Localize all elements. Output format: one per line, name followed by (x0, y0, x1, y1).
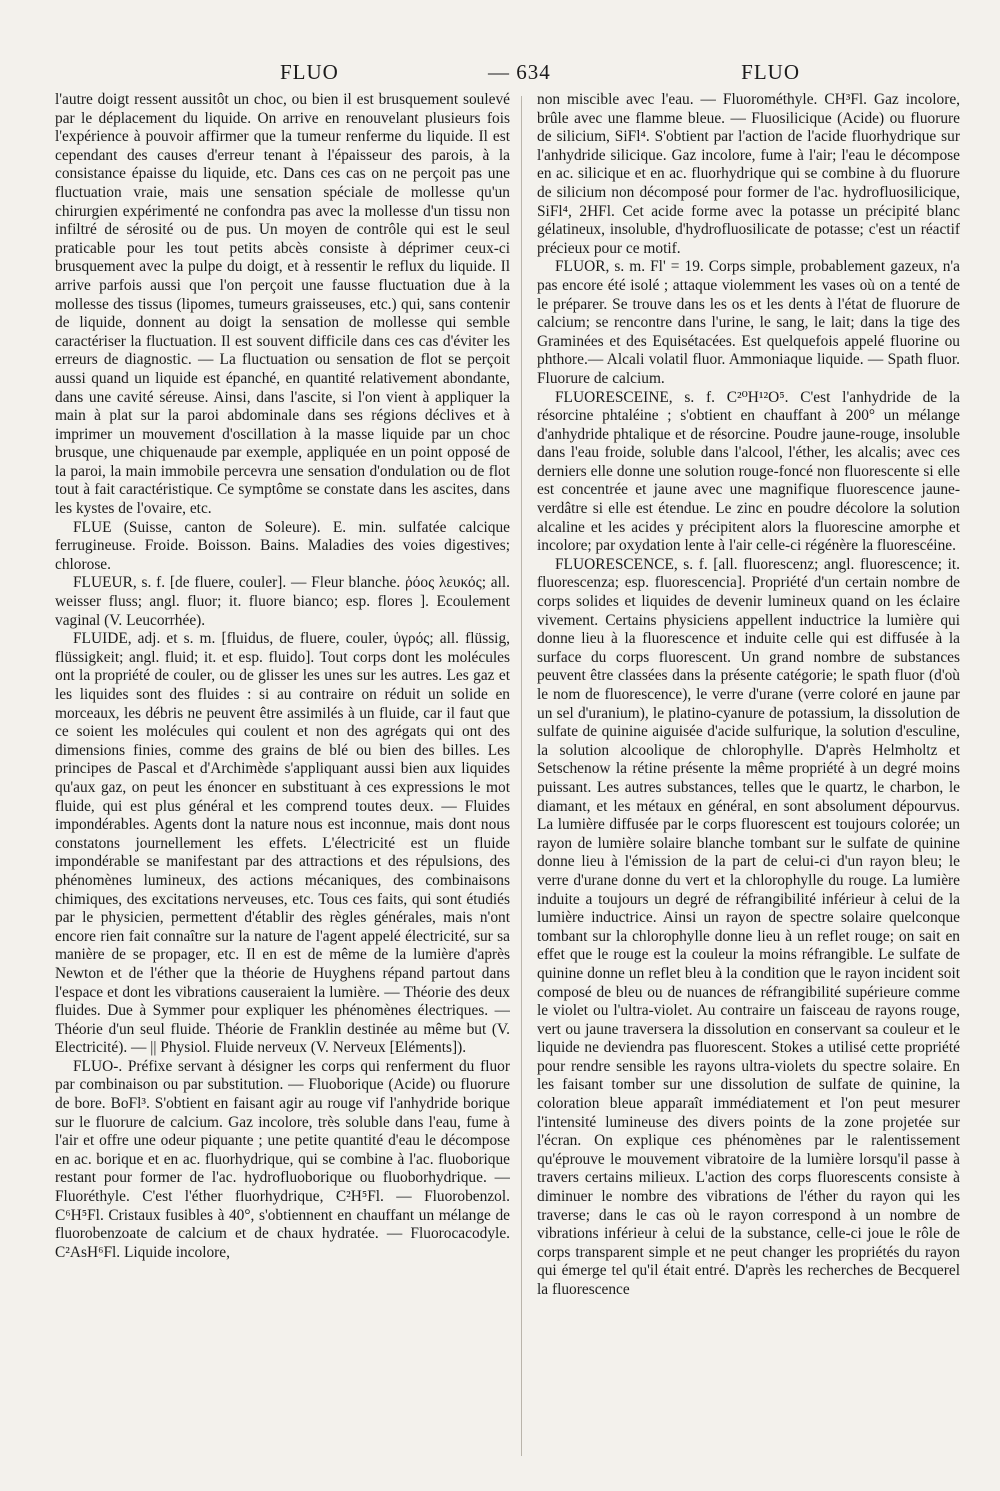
entry-flue: FLUE (Suisse, canton de Soleure). E. min. sulfatée calcique ferrugineuse. Froide. Boisson. Bains. Maladies des voies digestives; chlorose. (55, 518, 510, 573)
entry-fluor: FLUOR, s. m. Fl' = 19. Corps simple, probablement gazeux, n'a pas encore été isolé ; attaque violemment les vases où on a tenté de le préparer. Se trouve dans les os et les dents à l'état de fluorure de calcium; se rencontre dans l'urine, le sang, le lait; dans la tige des Graminées et des Equisétacées. Est quelquefois appelé fluorine ou phthore.— Alcali volatil fluor. Ammoniaque liquide. — Spath fluor. Fluorure de calcium. (537, 258, 960, 387)
entry-fluctuation-continued: l'autre doigt ressent aussitôt un choc, ou bien il est brusquement soulevé par le déplacement du liquide. On arrive en renouvelant plusieurs fois l'expérience à pouvoir affirmer que la tumeur renferme du liquide. Il est cependant des causes d'erreur tenant à l'épaisseur des parois, à la consistance épaisse du liquide, etc. Dans ces cas on ne perçoit pas une fluctuation vraie, mais une sensation spéciale de mollesse qu'un chirurgien expérimenté ne confondra pas avec la mollesse d'un tissu non infiltré de sérosité ou de pus. Un moyen de contrôle qui est le seul praticable pour les tout petits abcès consiste à déprimer ceux-ci brusquement avec la pulpe du doigt, et à ressentir le reflux du liquide. Il arrive parfois aussi que l'on perçoit une fausse fluctuation due à la mollesse des tissus (lipomes, tumeurs graisseuses, etc.) qui, sans contenir de liquide, donnent au doigt la sensation de mollesse qui semble caractériser la fluctuation. Il est souvent difficile dans ces cas d'éviter les erreurs de diagnostic. — La fluctuation ou sensation de flot se perçoit aussi quand un liquide est épanché, en quantité relativement abondante, dans une cavité séreuse. Ainsi, dans l'ascite, si l'on vient à appliquer la main à plat sur la paroi abdominale dans ses régions déclives et à imprimer un mouvement d'oscillation à la masse liquide par un choc brusque, une chiquenaude par exemple, appliquée en un point opposé de la paroi, la main immobile percevra une sensation d'ondulation ou de flot tout à fait caractéristique. Ce symptôme se constate dans les ascites, dans les kystes de l'ovaire, etc. (55, 91, 510, 518)
left-column (55, 91, 510, 1461)
entry-fluorescence: FLUORESCENCE, s. f. [all. fluorescenz; angl. fluorescence; it. fluorescenza; esp. fluorescencia]. Propriété d'un certain nombre de corps solides et liquides de devenir lumineux quand on les éclaire vivement. Certains physiciens appellent inductrice la lumière qui donne lieu à la fluorescence et induite celle qui est diffusée à la surface du corps fluorescent. Un grand nombre de substances peuvent être classées dans la présente catégorie; le spath fluor (d'où le nom de fluorescence), le verre d'urane (verre coloré en jaune par un sel d'uranium), le platino-cyanure de potassium, la dissolution de sulfate de quinine aiguisée d'acide sulfurique, la solution d'esculine, la solution alcoolique de chlorophylle. D'après Helmholtz et Setschenow la rétine présente la même propriété à un degré moins puissant. Les autres substances, telles que le quartz, le charbon, le diamant, et les métaux en général, en sont absolument dépourvus. La lumière diffusée par le corps fluorescent est toujours colorée; un rayon de lumière solaire blanche tombant sur le sulfate de quinine donne lieu à l'émission de la part de celui-ci d'un rayon bleu; le verre d'urane donne du vert et la chlorophylle du rouge. La lumière induite a toujours un degré de réfrangibilité inférieur à celui de la lumière inductrice. Ainsi un rayon de spectre solaire quelconque tombant sur la chlorophylle donne lieu à un reflet rouge; on sait en effet que le rouge est la couleur la moins réfrangible. Le sulfate de quinine donne un reflet bleu à la condition que le rayon incident soit composé de bleu ou de nuances de réfrangibilité supérieure comme le violet ou l'ultra-violet. Au contraire un faisceau de rayons rouge, vert ou jaune traversera la dissolution en conservant sa couleur et le liquide ne deviendra pas fluorescent. Stokes a utilisé cette propriété pour rendre sensible les rayons ultra-violets du spectre solaire. En les faisant tomber sur une dissolution de sulfate de quinine, la coloration bleue apparaît immédiatement et l'on peut mesurer l'intensité lumineuse des divers points de la zone projetée sur l'écran. On explique ces phénomènes par le ralentissement qu'éprouve le mouvement vibratoire de la lumière lorsqu'il passe à travers certains milieux. L'action des corps fluorescents consiste à diminuer le nombre des vibrations de l'éther du rayon qui les traverse; dans le cas où le rayon correspond à un nombre de vibrations inférieur à celui de la substance, celle-ci joue le rôle de corps transparent simple et ne peut changer les propriétés du rayon qui émerge tel qu'il était entré. D'après les recherches de Becquerel la fluorescence (537, 555, 960, 1298)
entry-fluo: FLUO-. Préfixe servant à désigner les corps qui renferment du fluor par combinaison ou par substitution. — Fluoborique (Acide) ou fluorure de bore. BoFl³. S'obtient en faisant agir au rouge vif l'anhydride borique sur le fluorure de calcium. Gaz incolore, très soluble dans l'eau, fume à l'air et offre une odeur piquante ; une petite quantité d'eau le décompose en ac. borique et en ac. fluorhydrique, qui se combine à l'ac. fluoborique restant pour former de l'ac. hydrofluoborique ou fluoborhydrique. — Fluoréthyle. C'est l'éther fluorhydrique, C²H⁵Fl. — Fluorobenzol. C⁶H⁵Fl. Cristaux fusibles à 40°, s'obtiennent en chauffant un mélange de fluorobenzoate de calcium et de chaux hydratée. — Fluorocacodyle. C²AsH⁶Fl. Liquide incolore, (55, 1057, 510, 1261)
running-header (280, 60, 800, 88)
column-divider (521, 96, 522, 1456)
entry-fluoresceine: FLUORESCEINE, s. f. C²⁰H¹²O⁵. C'est l'anhydride de la résorcine phtaléine ; s'obtient en chauffant à 200° un mélange d'anhydride phtalique et de résorcine. Poudre jaune-rouge, insoluble dans l'eau froide, soluble dans l'alcool, l'éther, les alcalis; avec ces derniers elle donne une solution rouge-foncé non fluorescente si elle est concentrée et jaune avec une magnifique fluorescence jaune-verdâtre si elle est étendue. Le zinc en poudre décolore la solution alcaline et les acides y précipitent alors la fluorescine amorphe et incolore; par oxydation lente à l'air celle-ci régénère la fluorescéine. (537, 388, 960, 555)
header-right-word: FLUO (741, 60, 800, 84)
header-left-word: FLUO (280, 60, 339, 84)
page-number: — 634 (488, 60, 551, 84)
entry-fluide: FLUIDE, adj. et s. m. [fluidus, de fluere, couler, ὑγρός; all. flüssig, flüssigkeit; angl. fluid; it. et esp. fluido]. Tout corps dont les molécules ont la propriété de couler, ou de glisser les unes sur les autres. Les gaz et les liquides sont des fluides : si au contraire on réduit un solide en morceaux, les débris ne peuvent être assimilés à un fluide, car il faut que ce soient les molécules qui coulent et non des agrégats qui ont des dimensions finies, comme des grains de blé ou bien des billes. Les principes de Pascal et d'Archimède s'appliquant aussi bien aux liquides qu'aux gaz, on peut les énoncer en substituant à ces expressions le mot fluide, qui est plus général et les comprend toutes deux. — Fluides impondérables. Agents dont la nature nous est inconnue, mais dont nous constatons journellement les effets. L'électricité est un fluide impondérable se manifestant par des attractions et des répulsions, des phénomènes lumineux, des actions mécaniques, des combinaisons chimiques, des excitations nerveuses, etc. Tous ces faits, qui sont étudiés par le physicien, permettent d'établir des règles générales, mais n'ont encore rien fait connaître sur la nature de l'agent appelé électricité, sur sa manière de se propager, etc. Il en est de même de la lumière d'après Newton et de l'éther que la théorie de Huyghens répand partout dans l'espace et dont les vibrations causeraient la lumière. — Théorie des deux fluides. Due à Symmer pour expliquer les phénomènes électriques. — Théorie d'un seul fluide. Théorie de Franklin destinée au même but (V. Electricité). — || Physiol. Fluide nerveux (V. Nerveux [Eléments]). (55, 630, 510, 1057)
entry-fluo-continued: non miscible avec l'eau. — Fluorométhyle. CH³Fl. Gaz incolore, brûle avec une flamme bleue. — Fluosilicique (Acide) ou fluorure de silicium, SiFl⁴. S'obtient par l'action de l'acide fluorhydrique sur l'anhydride silicique. Gaz incolore, fume à l'air; l'eau le décompose en ac. silicique et en ac. fluorhydrique qui se combine à du fluorure de silicium non décomposé pour former de l'ac. hydrofluosilicique, SiFl⁴, 2HFl. Cet acide forme avec la potasse un précipité blanc gélatineux, insoluble, d'hydrofluosilicate de potasse; c'est un réactif précieux pour ce motif. (537, 91, 960, 257)
right-column (537, 91, 960, 1461)
entry-flueur: FLUEUR, s. f. [de fluere, couler]. — Fleur blanche. ῥόος λευκός; all. weisser fluss; angl. fluor; it. fluore bianco; esp. flores ]. Ecoulement vaginal (V. Leucorrhée). (55, 574, 510, 629)
